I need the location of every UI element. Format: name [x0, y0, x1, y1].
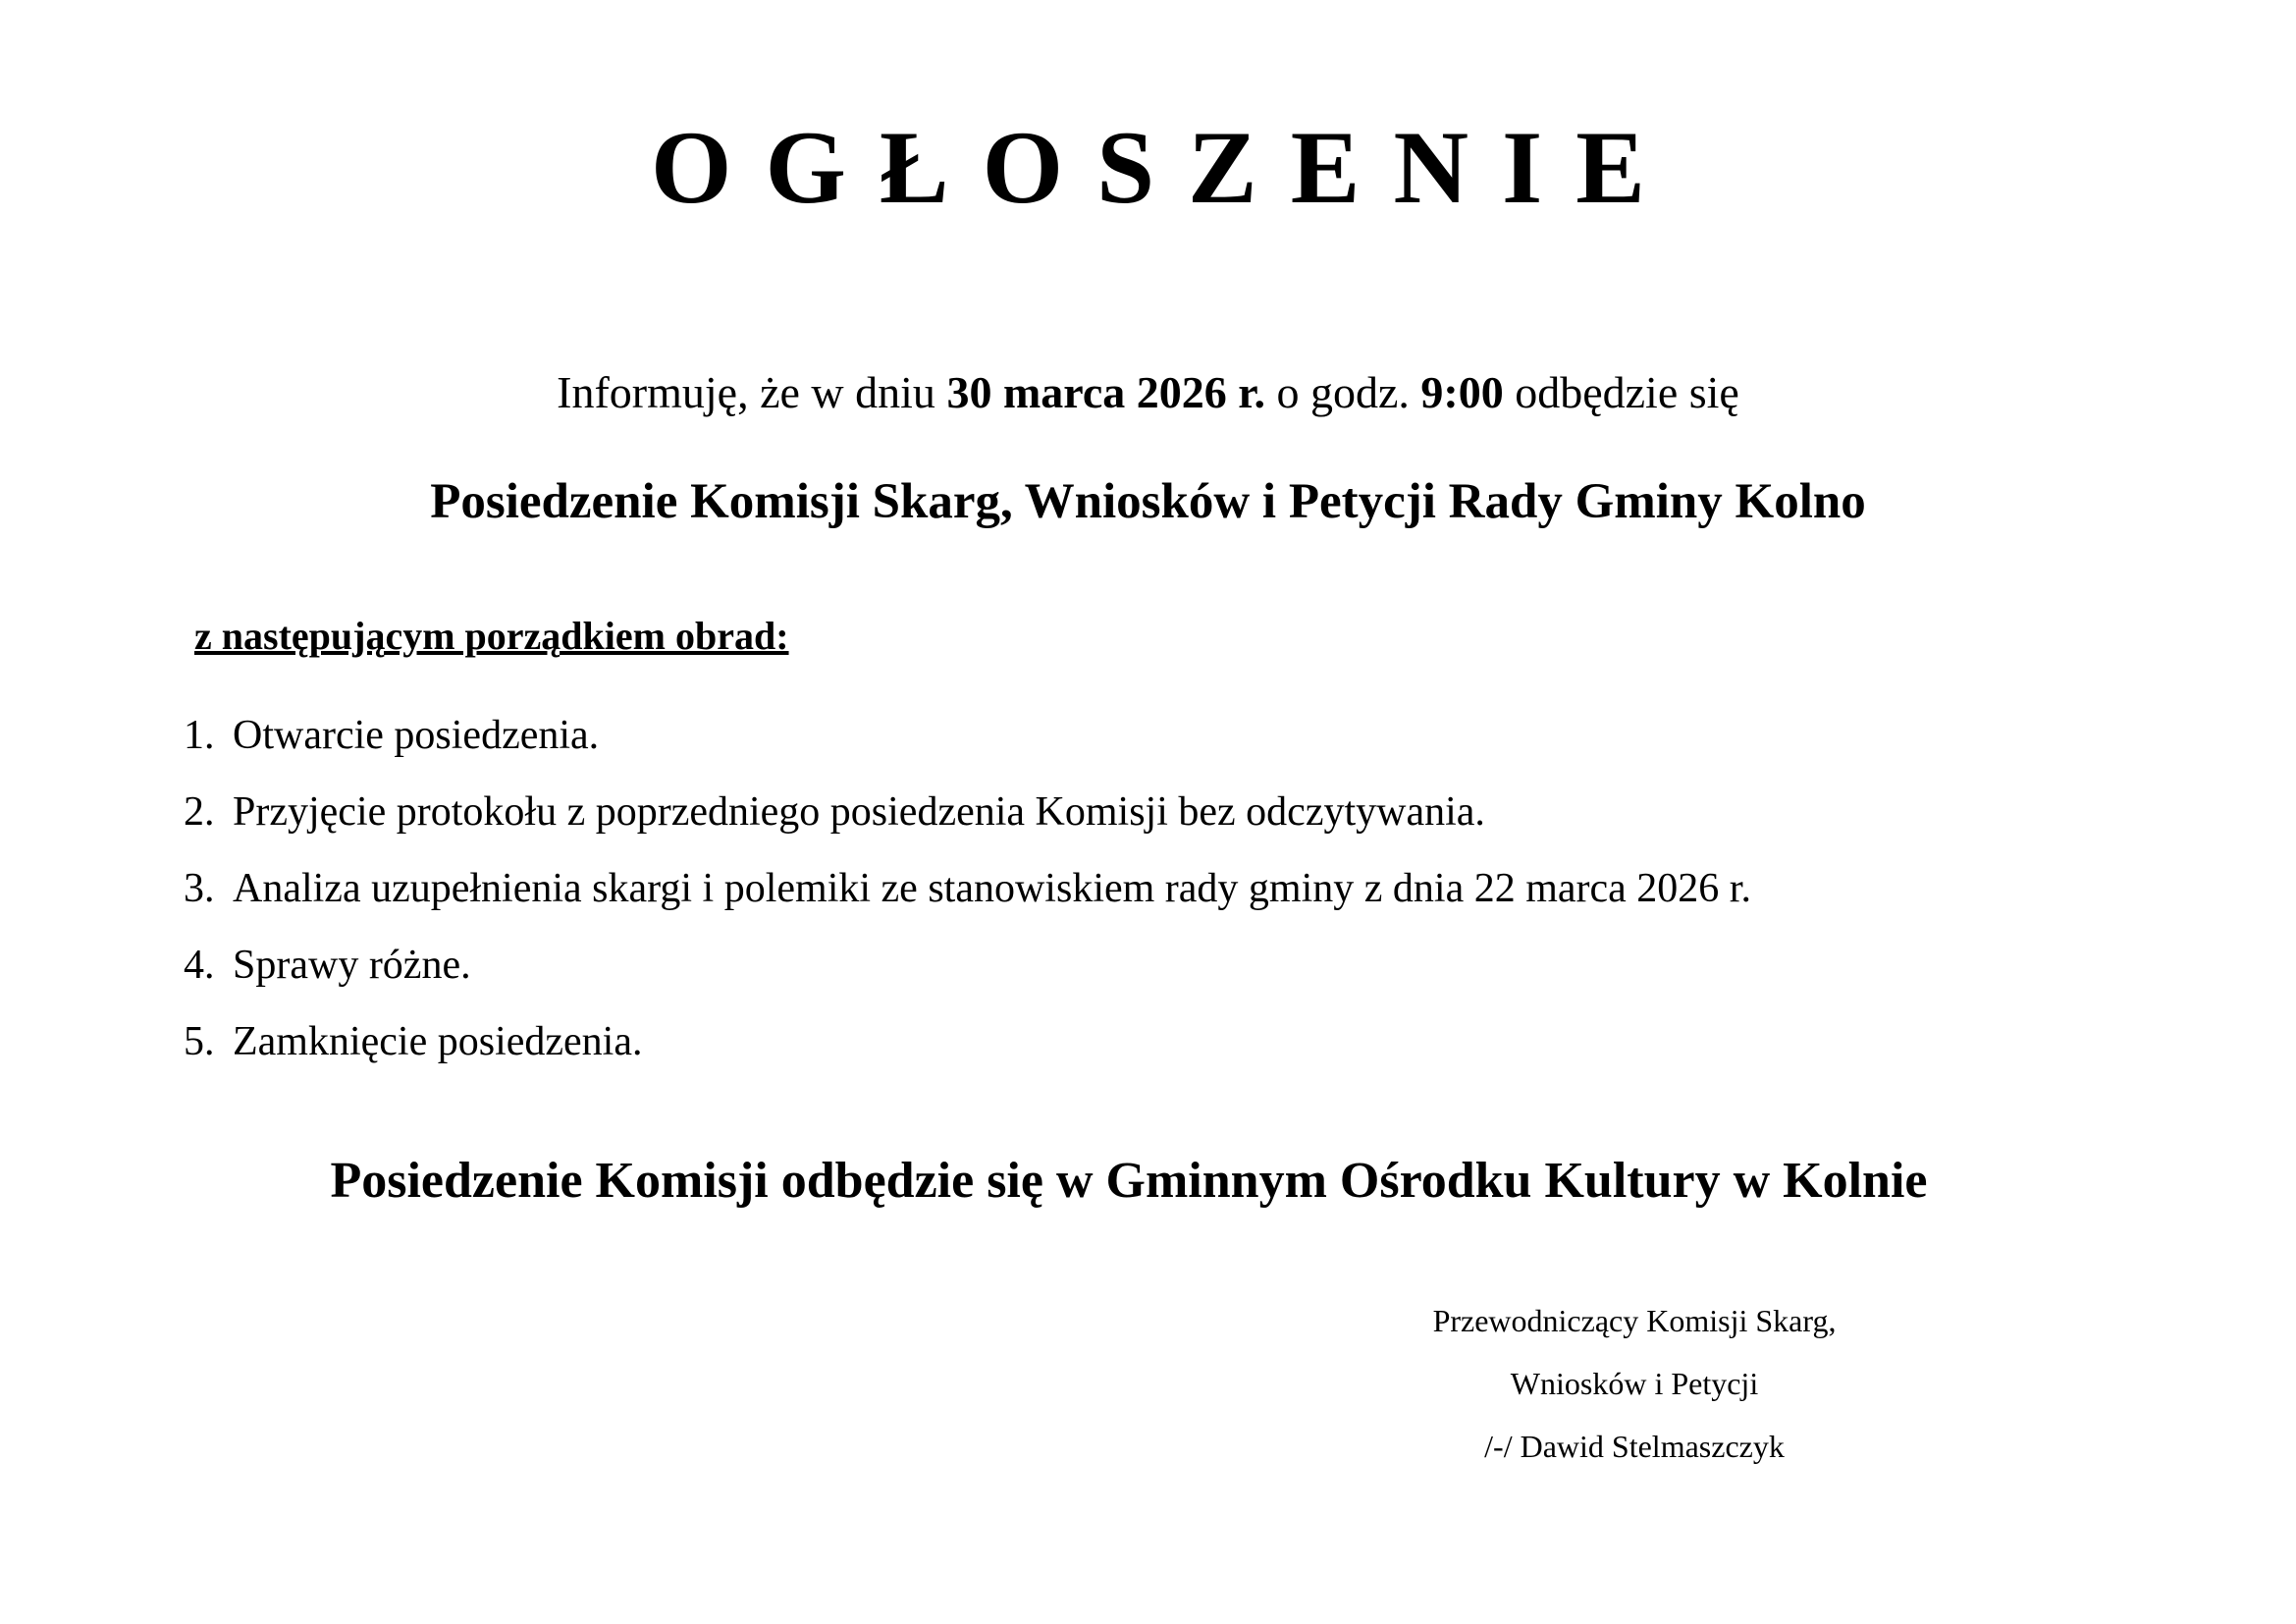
- title-letter: Ł: [879, 110, 949, 225]
- agenda-item: [0, 941, 2296, 1017]
- meeting-date: 30 marca 2026 r.: [946, 367, 1265, 417]
- intro-sentence: [0, 365, 2296, 419]
- agenda-title: z następującym porządkiem obrad:: [194, 614, 789, 658]
- signature-name: /-/ Dawid Stelmaszczyk: [1484, 1429, 1785, 1464]
- agenda-item: [0, 787, 2296, 864]
- intro-text-end: odbędzie się: [1503, 367, 1739, 417]
- agenda-item-text: Otwarcie posiedzenia.: [233, 713, 600, 758]
- signature-role-line1: Przewodniczący Komisji Skarg,: [1432, 1303, 1837, 1338]
- agenda-item-number: 5.: [184, 1019, 215, 1064]
- title-letter: O: [651, 110, 732, 225]
- meeting-heading: Posiedzenie Komisji Skarg, Wniosków i Petycji Rady Gminy Kolno: [430, 474, 1866, 529]
- title-letter: I: [1502, 110, 1543, 225]
- intro-text-start: Informuję, że w dniu: [557, 367, 947, 417]
- agenda-item-number: 4.: [184, 943, 215, 988]
- title-letter: E: [1290, 110, 1361, 225]
- agenda-list: [0, 711, 2296, 1094]
- agenda-item-number: 3.: [184, 866, 215, 911]
- agenda-item-text: Przyjęcie protokołu z poprzedniego posiedzenia Komisji bez odczytywania.: [233, 789, 1485, 835]
- agenda-item-text: Zamknięcie posiedzenia.: [233, 1019, 643, 1064]
- meeting-time: 9:00: [1420, 367, 1504, 417]
- signature-role-line2: Wniosków i Petycji: [1510, 1366, 1759, 1401]
- signature-block: [1306, 1298, 1963, 1487]
- agenda-item: [0, 864, 2296, 941]
- title-letter: O: [982, 110, 1064, 225]
- title-letter: N: [1393, 110, 1468, 225]
- announcement-title: [0, 110, 2296, 225]
- agenda-item: [0, 711, 2296, 787]
- meeting-location: Posiedzenie Komisji odbędzie się w Gminnym Ośrodku Kultury w Kolnie: [330, 1153, 1928, 1209]
- agenda-item-number: 2.: [184, 789, 215, 835]
- agenda-item-text: Analiza uzupełnienia skargi i polemiki ze stanowiskiem rady gminy z dnia 22 marca 2026 r.: [233, 866, 1751, 911]
- title-letter: Z: [1188, 110, 1257, 225]
- agenda-item-number: 1.: [184, 713, 215, 758]
- title-letter: E: [1575, 110, 1645, 225]
- agenda-item-text: Sprawy różne.: [233, 943, 471, 988]
- title-letter: S: [1096, 110, 1155, 225]
- agenda-item: [0, 1017, 2296, 1094]
- intro-text-middle: o godz.: [1264, 367, 1421, 417]
- title-letter: G: [765, 110, 846, 225]
